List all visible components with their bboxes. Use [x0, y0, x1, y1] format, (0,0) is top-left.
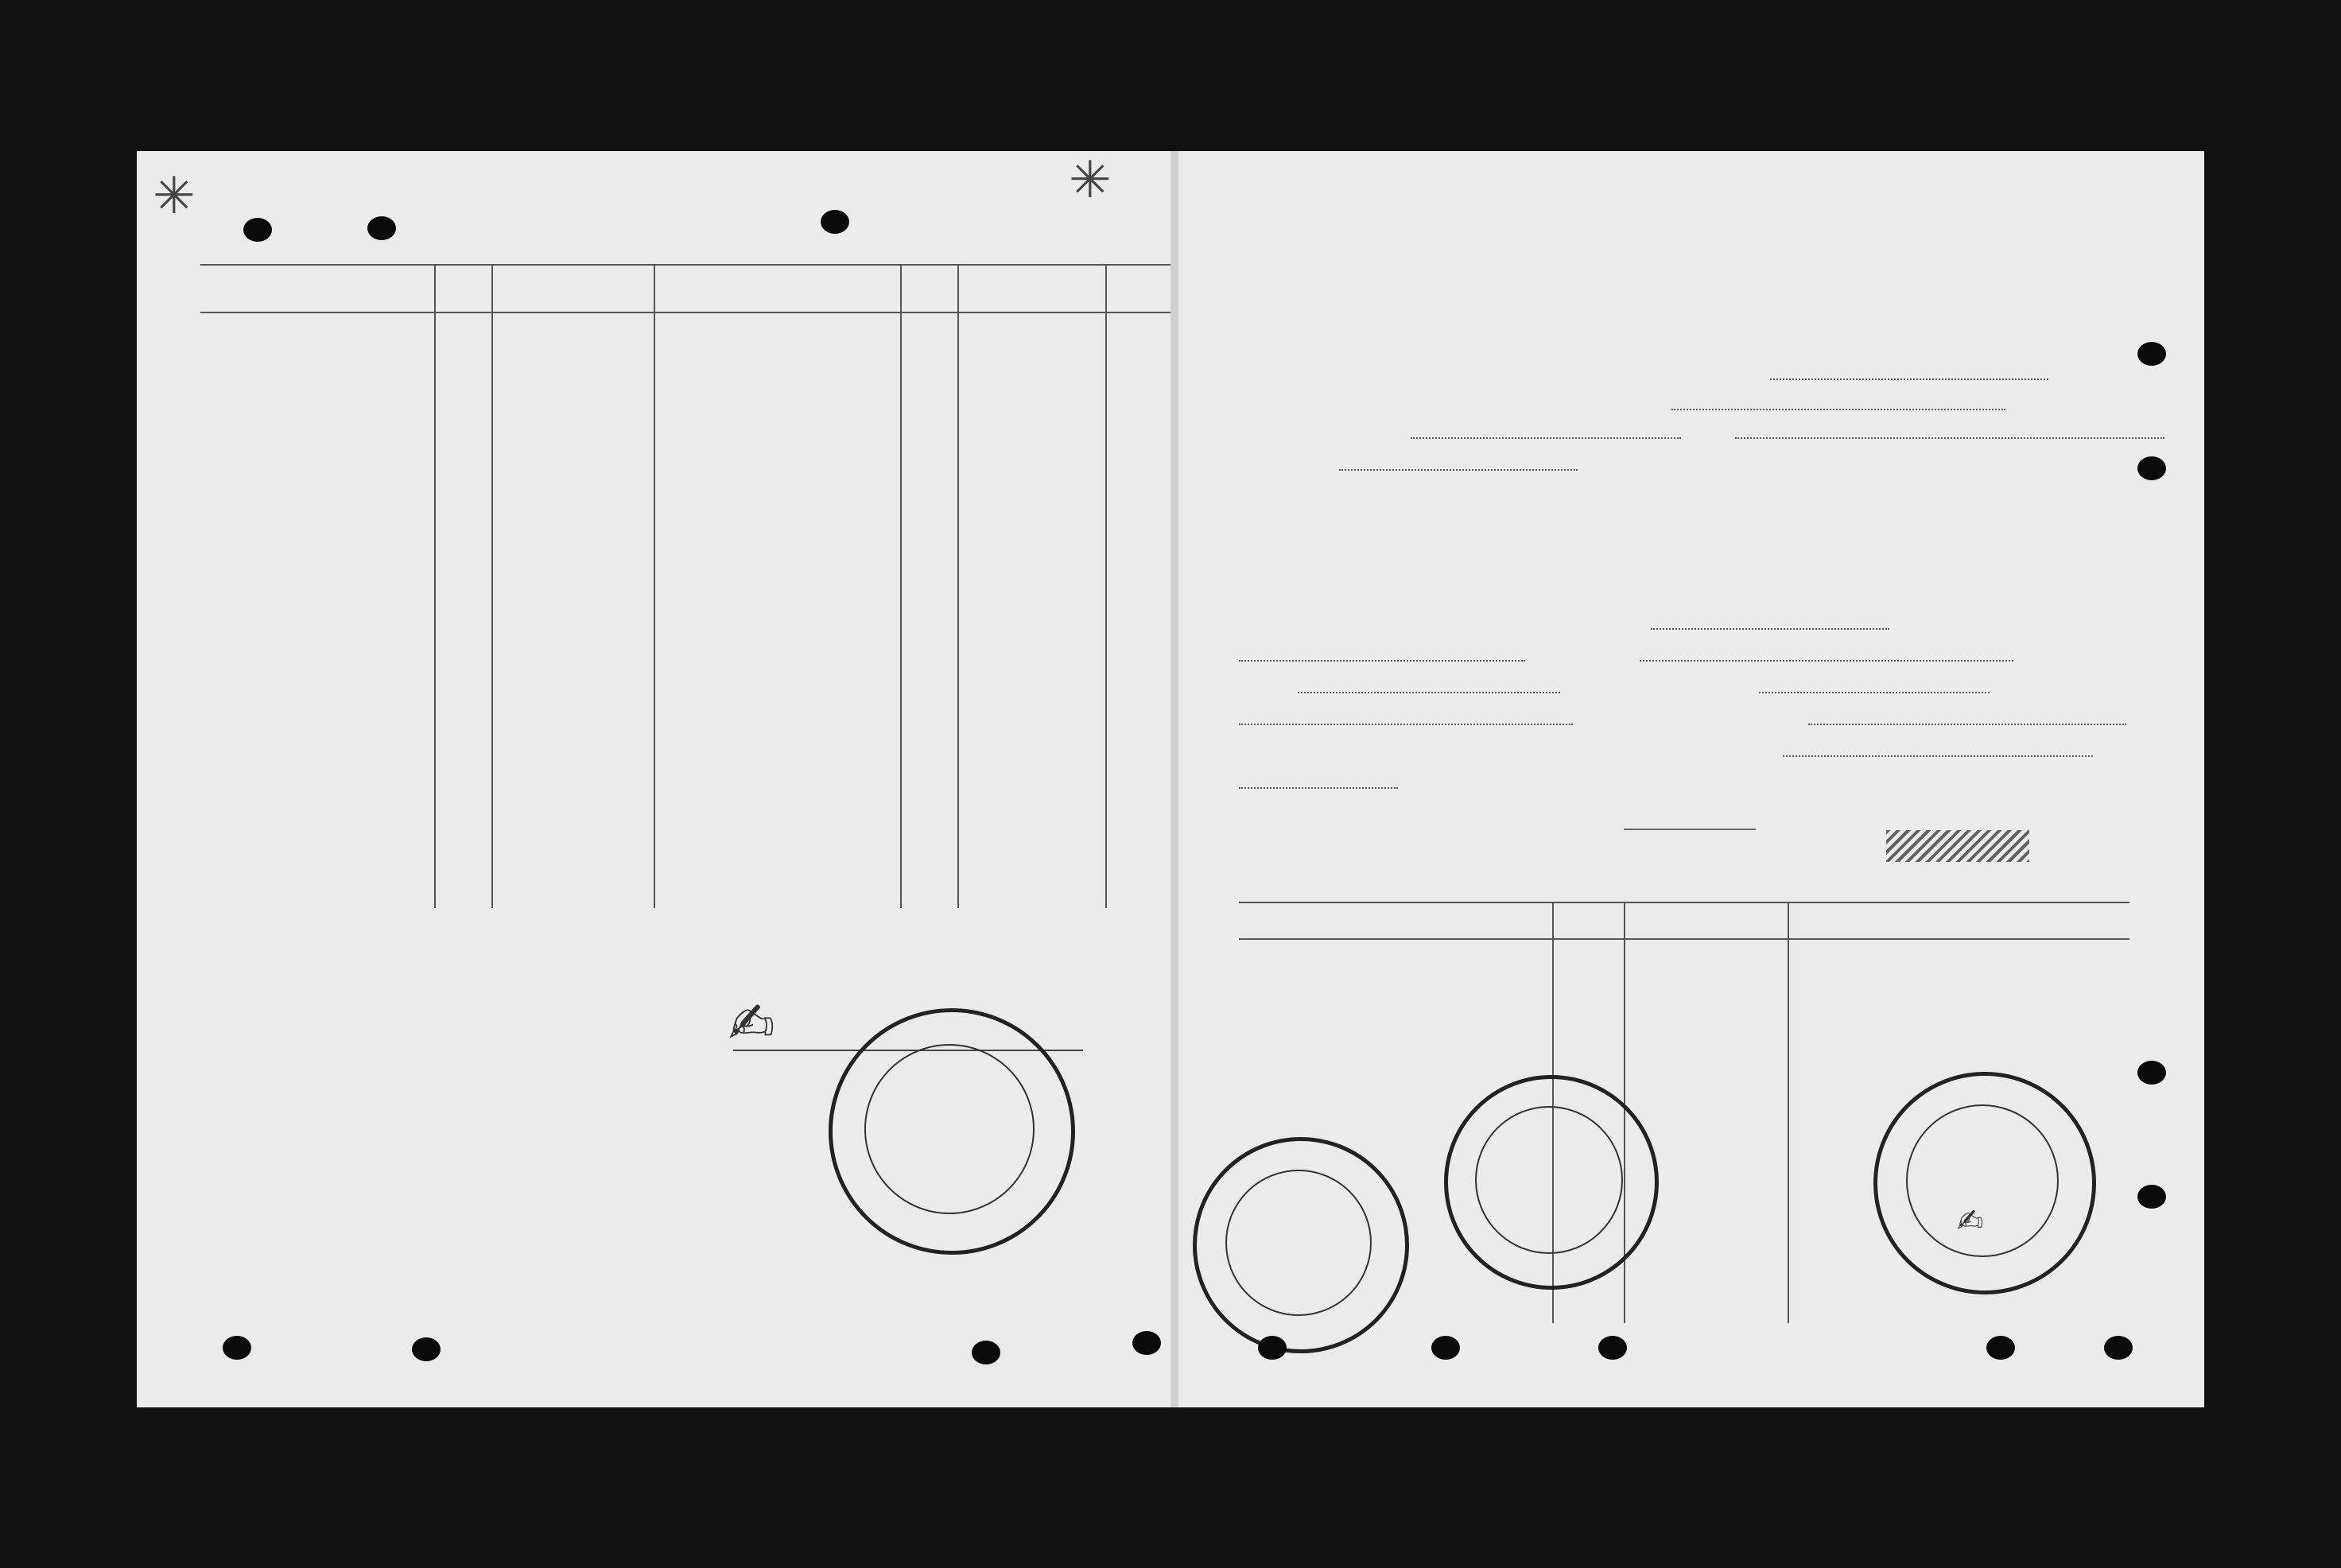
- received-stamp-unit: [1873, 1072, 2096, 1294]
- from-port-field: [1339, 469, 1578, 471]
- scribble-mark: [1886, 830, 2029, 862]
- punch-hole: [2137, 1061, 2166, 1085]
- via-field: [1808, 724, 2126, 725]
- received-stamp-records: [1193, 1137, 1409, 1353]
- arrived-from-field: [1239, 660, 1525, 662]
- consignee-field: [1640, 660, 2013, 662]
- punch-hole: [821, 210, 849, 234]
- page-gutter: [1170, 151, 1178, 1407]
- punch-hole: [2104, 1336, 2133, 1360]
- lying-field: [1298, 692, 1560, 693]
- punch-hole: [367, 216, 396, 240]
- right-page: [1178, 151, 2204, 1407]
- punch-hole: [1598, 1336, 1627, 1360]
- punch-hole: [223, 1336, 251, 1360]
- punch-hole: [2137, 1185, 2166, 1209]
- stamp-initials-mark: ✍︎: [1957, 1203, 1984, 1240]
- left-page: [137, 151, 1170, 1407]
- punch-hole: [2137, 342, 2166, 366]
- punch-hole: [412, 1337, 441, 1361]
- punch-hole: [2137, 456, 2166, 480]
- master-signature: ✍︎: [728, 991, 775, 1056]
- punch-hole: [972, 1341, 1000, 1364]
- nationality-field: [1411, 437, 1681, 439]
- date-blank-field: [1239, 787, 1398, 789]
- mail-stamp: [1444, 1075, 1659, 1290]
- punch-hole: [1132, 1331, 1161, 1355]
- punch-hole: [1986, 1336, 2015, 1360]
- received-stamp-left: [829, 1008, 1075, 1255]
- date-field: [1671, 409, 2005, 410]
- punch-hole: [243, 218, 272, 242]
- sail-date-field: [1759, 692, 1990, 693]
- destination-field: [1239, 724, 1573, 725]
- first-port-field: [1783, 755, 2093, 757]
- punch-hole: [1258, 1336, 1287, 1360]
- port-field: [1770, 378, 2048, 380]
- punch-hole: [1431, 1336, 1460, 1360]
- vessel-name-field: [1735, 437, 2164, 439]
- asterisk-mark-left: ✳: [153, 167, 196, 226]
- arrived-date-field: [1651, 628, 1889, 630]
- asterisk-mark-right: ✳: [1069, 151, 1112, 210]
